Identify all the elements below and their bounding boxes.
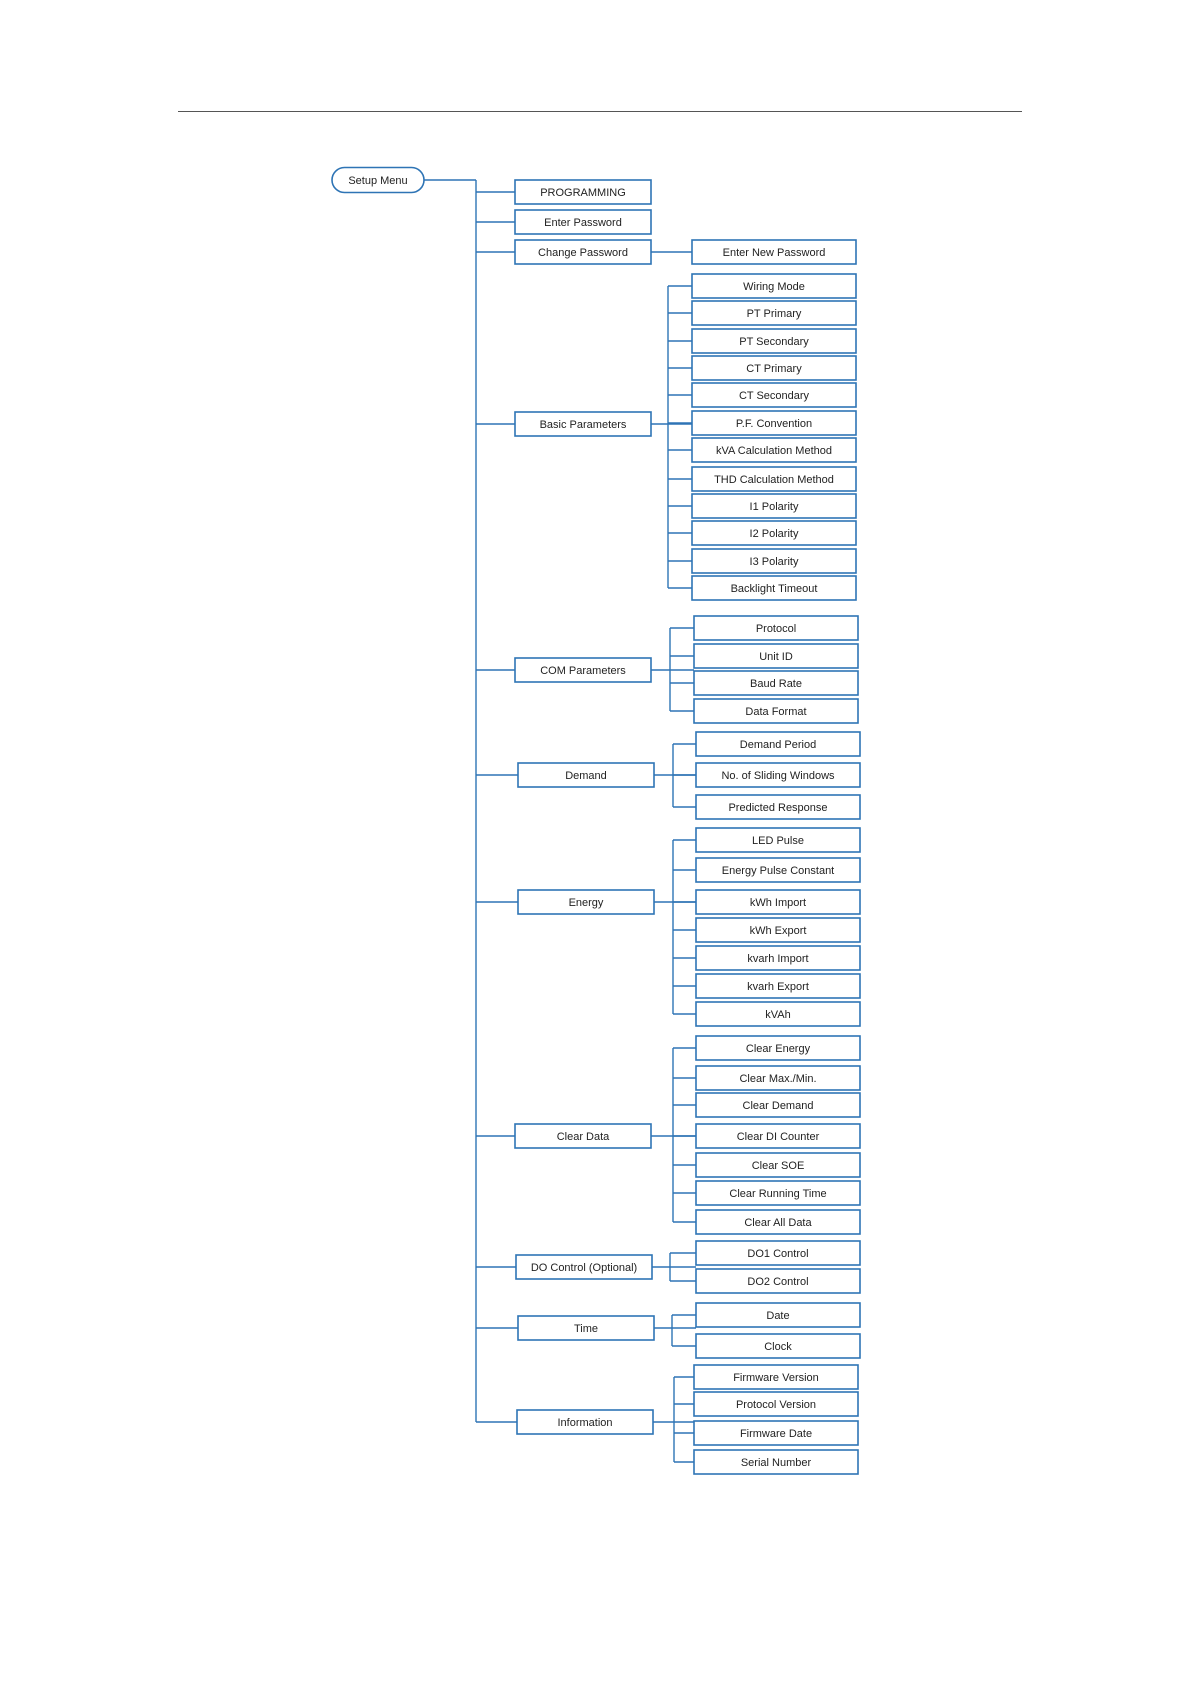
menu-item-do-control-optional <box>516 1255 652 1279</box>
menu-item-enter-password <box>515 210 651 234</box>
submenu-item-kvah-label: kVAh <box>765 1009 791 1021</box>
submenu-item-protocol-version <box>694 1392 858 1416</box>
submenu-item-kva-calculation-method <box>692 438 856 462</box>
submenu-item-pt-primary <box>692 301 856 325</box>
submenu-item-baud-rate-label: Baud Rate <box>750 678 802 690</box>
submenu-item-clear-di-counter-label: Clear DI Counter <box>736 1131 820 1143</box>
menu-item-change-password-label: Change Password <box>538 247 628 259</box>
submenu-item-predicted-response <box>696 795 860 819</box>
menu-item-energy-label: Energy <box>568 897 604 909</box>
submenu-item-i3-polarity-label: I3 Polarity <box>749 556 799 568</box>
submenu-item-kvarh-export <box>696 974 860 998</box>
submenu-item-unit-id <box>694 644 858 668</box>
submenu-item-clear-running-time <box>696 1181 860 1205</box>
submenu-item-clear-all-data-label: Clear All Data <box>744 1217 812 1229</box>
submenu-item-ct-primary-label: CT Primary <box>746 363 802 375</box>
menu-item-time-label: Time <box>573 1323 599 1335</box>
submenu-item-p-f-convention <box>692 411 856 435</box>
submenu-item-protocol <box>694 616 858 640</box>
submenu-item-i2-polarity <box>692 521 856 545</box>
submenu-item-led-pulse <box>696 828 860 852</box>
submenu-item-kwh-export-label: kWh Export <box>749 925 807 937</box>
menu-item-clear-data-label: Clear Data <box>556 1131 610 1143</box>
submenu-item-enter-new-password-label: Enter New Password <box>722 247 826 259</box>
submenu-item-demand-period-label: Demand Period <box>739 739 817 751</box>
submenu-item-kwh-import <box>696 890 860 914</box>
submenu-item-do2-control-label: DO2 Control <box>747 1276 809 1288</box>
menu-item-energy <box>518 890 654 914</box>
submenu-item-do2-control <box>696 1269 860 1293</box>
submenu-item-data-format <box>694 699 858 723</box>
submenu-item-p-f-convention-label: P.F. Convention <box>735 418 813 430</box>
submenu-item-serial-number <box>694 1450 858 1474</box>
submenu-item-ct-secondary <box>692 383 856 407</box>
submenu-item-firmware-version-label: Firmware Version <box>733 1372 819 1384</box>
submenu-item-date-label: Date <box>766 1310 790 1322</box>
submenu-item-protocol-version-label: Protocol Version <box>735 1399 817 1411</box>
submenu-item-clear-running-time-label: Clear Running Time <box>729 1188 827 1200</box>
menu-item-programming <box>515 180 651 204</box>
submenu-item-pt-secondary <box>692 329 856 353</box>
submenu-item-demand-period <box>696 732 860 756</box>
submenu-item-clear-demand-label: Clear Demand <box>742 1100 814 1112</box>
menu-item-basic-parameters <box>515 412 651 436</box>
menu-item-time <box>518 1316 654 1340</box>
menu-item-programming-label: PROGRAMMING <box>540 187 626 199</box>
submenu-item-kvarh-import <box>696 946 860 970</box>
menu-item-basic-parameters-label: Basic Parameters <box>539 419 627 431</box>
submenu-item-no-of-sliding-windows <box>696 763 860 787</box>
submenu-item-energy-pulse-constant <box>696 858 860 882</box>
submenu-item-i2-polarity-label: I2 Polarity <box>749 528 799 540</box>
menu-item-demand-label: Demand <box>565 770 607 782</box>
menu-item-enter-password-label: Enter Password <box>544 217 622 229</box>
submenu-item-clear-demand <box>696 1093 860 1117</box>
setup-menu-root-label: Setup Menu <box>348 175 408 187</box>
submenu-item-backlight-timeout-label: Backlight Timeout <box>730 583 818 595</box>
submenu-item-firmware-date <box>694 1421 858 1445</box>
submenu-item-firmware-date-label: Firmware Date <box>739 1428 813 1440</box>
submenu-item-energy-pulse-constant-label: Energy Pulse Constant <box>721 865 835 877</box>
menu-item-demand <box>518 763 654 787</box>
submenu-item-i3-polarity <box>692 549 856 573</box>
menu-item-do-control-optional-label: DO Control (Optional) <box>530 1262 638 1274</box>
submenu-item-wiring-mode-label: Wiring Mode <box>743 281 805 293</box>
submenu-item-no-of-sliding-windows-label: No. of Sliding Windows <box>721 770 835 782</box>
menu-item-information-label: Information <box>557 1417 613 1429</box>
submenu-item-kva-calculation-method-label: kVA Calculation Method <box>716 445 832 457</box>
setup-menu-root <box>332 168 424 193</box>
menu-item-information <box>517 1410 653 1434</box>
submenu-item-data-format-label: Data Format <box>745 706 807 718</box>
submenu-item-wiring-mode <box>692 274 856 298</box>
submenu-item-unit-id-label: Unit ID <box>759 651 793 663</box>
submenu-item-thd-calculation-method <box>692 467 856 491</box>
menu-item-change-password <box>515 240 651 264</box>
submenu-item-backlight-timeout <box>692 576 856 600</box>
submenu-item-do1-control <box>696 1241 860 1265</box>
submenu-item-clock <box>696 1334 860 1358</box>
submenu-item-kwh-export <box>696 918 860 942</box>
submenu-item-kvarh-export-label: kvarh Export <box>747 981 809 993</box>
submenu-item-i1-polarity <box>692 494 856 518</box>
submenu-item-thd-calculation-method-label: THD Calculation Method <box>714 474 834 486</box>
submenu-item-clear-max-min <box>696 1066 860 1090</box>
submenu-item-baud-rate <box>694 671 858 695</box>
submenu-item-enter-new-password <box>692 240 856 264</box>
submenu-item-pt-secondary-label: PT Secondary <box>739 336 809 348</box>
submenu-item-clear-soe <box>696 1153 860 1177</box>
submenu-item-clear-energy-label: Clear Energy <box>745 1043 811 1055</box>
submenu-item-predicted-response-label: Predicted Response <box>728 802 828 814</box>
submenu-item-led-pulse-label: LED Pulse <box>752 835 804 847</box>
submenu-item-kvah <box>696 1002 860 1026</box>
submenu-item-kvarh-import-label: kvarh Import <box>747 953 809 965</box>
submenu-item-clear-max-min-label: Clear Max./Min. <box>739 1073 817 1085</box>
menu-item-clear-data <box>515 1124 651 1148</box>
submenu-item-do1-control-label: DO1 Control <box>747 1248 809 1260</box>
submenu-item-i1-polarity-label: I1 Polarity <box>749 501 799 513</box>
submenu-item-date <box>696 1303 860 1327</box>
submenu-item-ct-primary <box>692 356 856 380</box>
submenu-item-serial-number-label: Serial Number <box>740 1457 812 1469</box>
menu-item-com-parameters <box>515 658 651 682</box>
submenu-item-clear-energy <box>696 1036 860 1060</box>
submenu-item-clear-di-counter <box>696 1124 860 1148</box>
submenu-item-protocol-label: Protocol <box>755 623 797 635</box>
submenu-item-ct-secondary-label: CT Secondary <box>738 390 810 402</box>
submenu-item-kwh-import-label: kWh Import <box>749 897 807 909</box>
submenu-item-clear-all-data <box>696 1210 860 1234</box>
submenu-item-pt-primary-label: PT Primary <box>746 308 802 320</box>
menu-item-com-parameters-label: COM Parameters <box>540 665 626 677</box>
submenu-item-clear-soe-label: Clear SOE <box>751 1160 805 1172</box>
submenu-item-firmware-version <box>694 1365 858 1389</box>
submenu-item-clock-label: Clock <box>764 1341 792 1353</box>
